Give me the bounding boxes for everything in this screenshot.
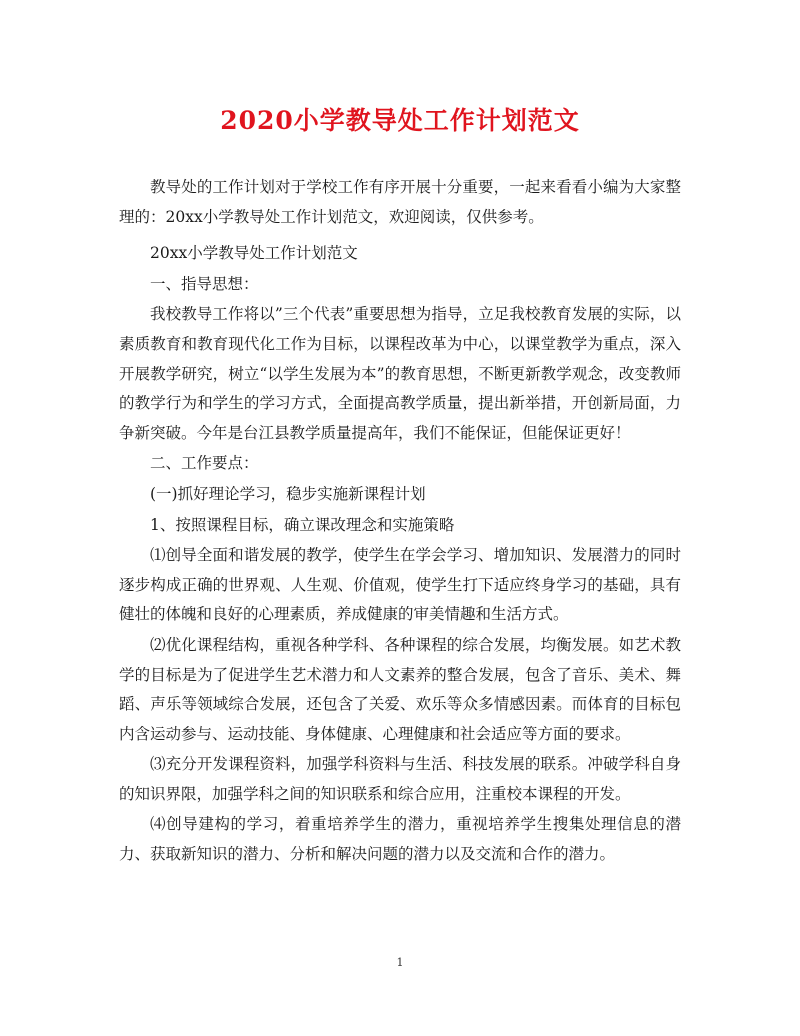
page-number: 1 <box>396 956 404 969</box>
intro-paragraph: 教导处的工作计划对于学校工作有序开展十分重要，一起来看看小编为大家整理的：20xx小学教导处工作计划范文，欢迎阅读，仅供参考。 <box>119 178 681 226</box>
item-paragraph-3: ⑶充分开发课程资料，加强学科资料与生活、科技发展的联系。冲破学科自身的知识界限，加强学科之间的知识联系和综合应用，注重校本课程的开发。 <box>119 755 681 803</box>
document-title: 2020小学教导处工作计划范文 <box>220 106 580 135</box>
guiding-ideology-paragraph: 我校教导工作将以”三个代表”重要思想为指导，立足我校教育发展的实际，以素质教育和教育现代化工作为目标，以课程改革为中心，以课堂教学为重点，深入开展教学研究，树立“以学生发展为本”的教育思想，不断更新教学观念，改变教师的教学行为和学生的学习方式，全面提高教学质量，提出新举措，开创新局面，力争新突破。今年是台江县教学质量提高年，我们不能保证，但能保证更好！ <box>119 305 681 442</box>
item-paragraph-1: ⑴创导全面和谐发展的教学，使学生在学会学习、增加知识、发展潜力的同时逐步构成正确的世界观、人生观、价值观，使学生打下适应终身学习的基础，具有健壮的体魄和良好的心理素质，养成健康的审美情趣和生活方式。 <box>119 546 681 624</box>
section-heading-work-points: 二、工作要点： <box>150 454 259 473</box>
subsection-heading-theory-study: (一)抓好理论学习，稳步实施新课程计划 <box>150 484 426 503</box>
item-paragraph-4: ⑷创导建构的学习，着重培养学生的潜力，重视培养学生搜集处理信息的潜力、获取新知识的潜力、分析和解决问题的潜力以及交流和合作的潜力。 <box>119 815 681 864</box>
subtitle-paragraph: 20xx小学教导处工作计划范文 <box>150 244 358 263</box>
item-heading-curriculum-goals: 1、按照课程目标，确立课改理念和实施策略 <box>150 515 455 534</box>
document-body <box>119 173 681 871</box>
section-heading-guiding-ideology: 一、指导思想： <box>150 274 259 293</box>
item-paragraph-2: ⑵优化课程结构，重视各种学科、各种课程的综合发展，均衡发展。如艺术教学的目标是为了促进学生艺术潜力和人文素养的整合发展，包含了音乐、美术、舞蹈、声乐等领域综合发展，还包含了关爱、欢乐等众多情感因素。而体育的目标包内含运动参与、运动技能、身体健康、心理健康和社会适应等方面的要求。 <box>119 635 681 743</box>
